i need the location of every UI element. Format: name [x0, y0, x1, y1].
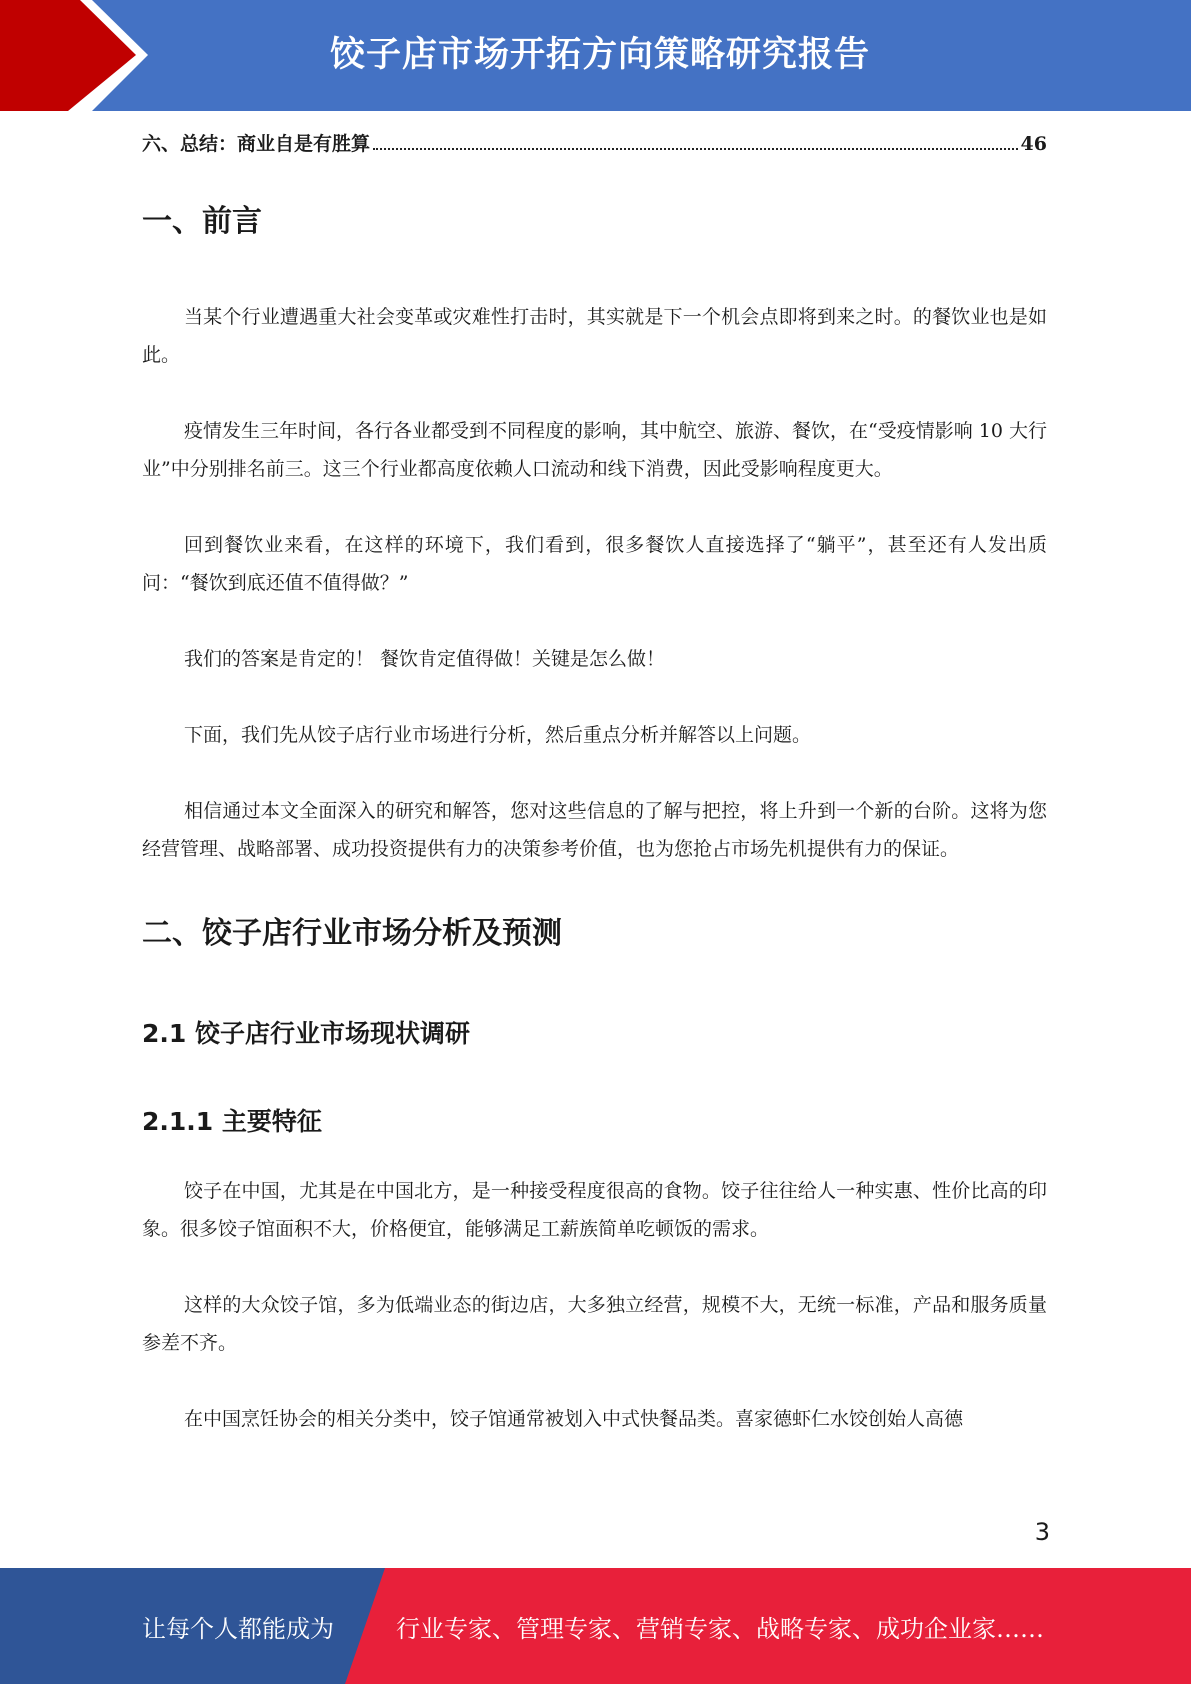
paragraph: 回到餐饮业来看，在这样的环境下，我们看到，很多餐饮人直接选择了“躺平”，甚至还有人发出质问：“餐饮到底还值不值得做？”: [142, 534, 1047, 594]
header-arrow-decoration: [0, 0, 200, 111]
document-body: [142, 125, 1047, 1438]
header-title: 饺子店市场开拓方向策略研究报告: [330, 35, 871, 75]
subsection-title-market-status: 2.1 饺子店行业市场现状调研: [142, 1019, 470, 1048]
section-title-preface: 一、前言: [142, 204, 262, 239]
toc-entry-page: 46: [1020, 133, 1047, 155]
paragraph: 疫情发生三年时间，各行各业都受到不同程度的影响，其中航空、旅游、餐饮，在“受疫情影响 10 大行业”中分别排名前三。这三个行业都高度依赖人口流动和线下消费，因此受影响程度更大。: [142, 420, 1047, 480]
paragraph: 相信通过本文全面深入的研究和解答，您对这些信息的了解与把控，将上升到一个新的台阶。这将为您经营管理、战略部署、成功投资提供有力的决策参考价值，也为您抢占市场先机提供有力的保证。: [142, 800, 1047, 860]
paragraph: 饺子在中国，尤其是在中国北方，是一种接受程度很高的食物。饺子往往给人一种实惠、性价比高的印象。很多饺子馆面积不大，价格便宜，能够满足工薪族简单吃顿饭的需求。: [142, 1180, 1047, 1240]
footer-slogan-right: 行业专家、管理专家、营销专家、战略专家、成功企业家……: [396, 1614, 1044, 1643]
page-number: 3: [1034, 1518, 1050, 1546]
footer-slogan-left: 让每个人都能成为: [142, 1614, 334, 1643]
paragraph: 这样的大众饺子馆，多为低端业态的街边店，大多独立经营，规模不大，无统一标准，产品和服务质量参差不齐。: [142, 1294, 1047, 1354]
toc-leader-dots: [373, 148, 1018, 150]
paragraph: 下面，我们先从饺子店行业市场进行分析，然后重点分析并解答以上问题。: [184, 724, 812, 746]
toc-entry[interactable]: [142, 129, 1047, 156]
page-header: [0, 0, 1191, 111]
paragraph: 在中国烹饪协会的相关分类中，饺子馆通常被划入中式快餐品类。喜家德虾仁水饺创始人高德: [184, 1408, 964, 1430]
subsection-title-main-features: 2.1.1 主要特征: [142, 1107, 322, 1136]
toc-entry-label: 六、总结：商业自是有胜算: [142, 133, 371, 155]
paragraph: 当某个行业遭遇重大社会变革或灾难性打击时，其实就是下一个机会点即将到来之时。的餐饮业也是如此。: [142, 306, 1047, 366]
paragraph: 我们的答案是肯定的！ 餐饮肯定值得做！关键是怎么做！: [184, 648, 666, 670]
section-title-market-analysis: 二、饺子店行业市场分析及预测: [142, 916, 562, 951]
page-footer: [0, 1568, 1191, 1684]
